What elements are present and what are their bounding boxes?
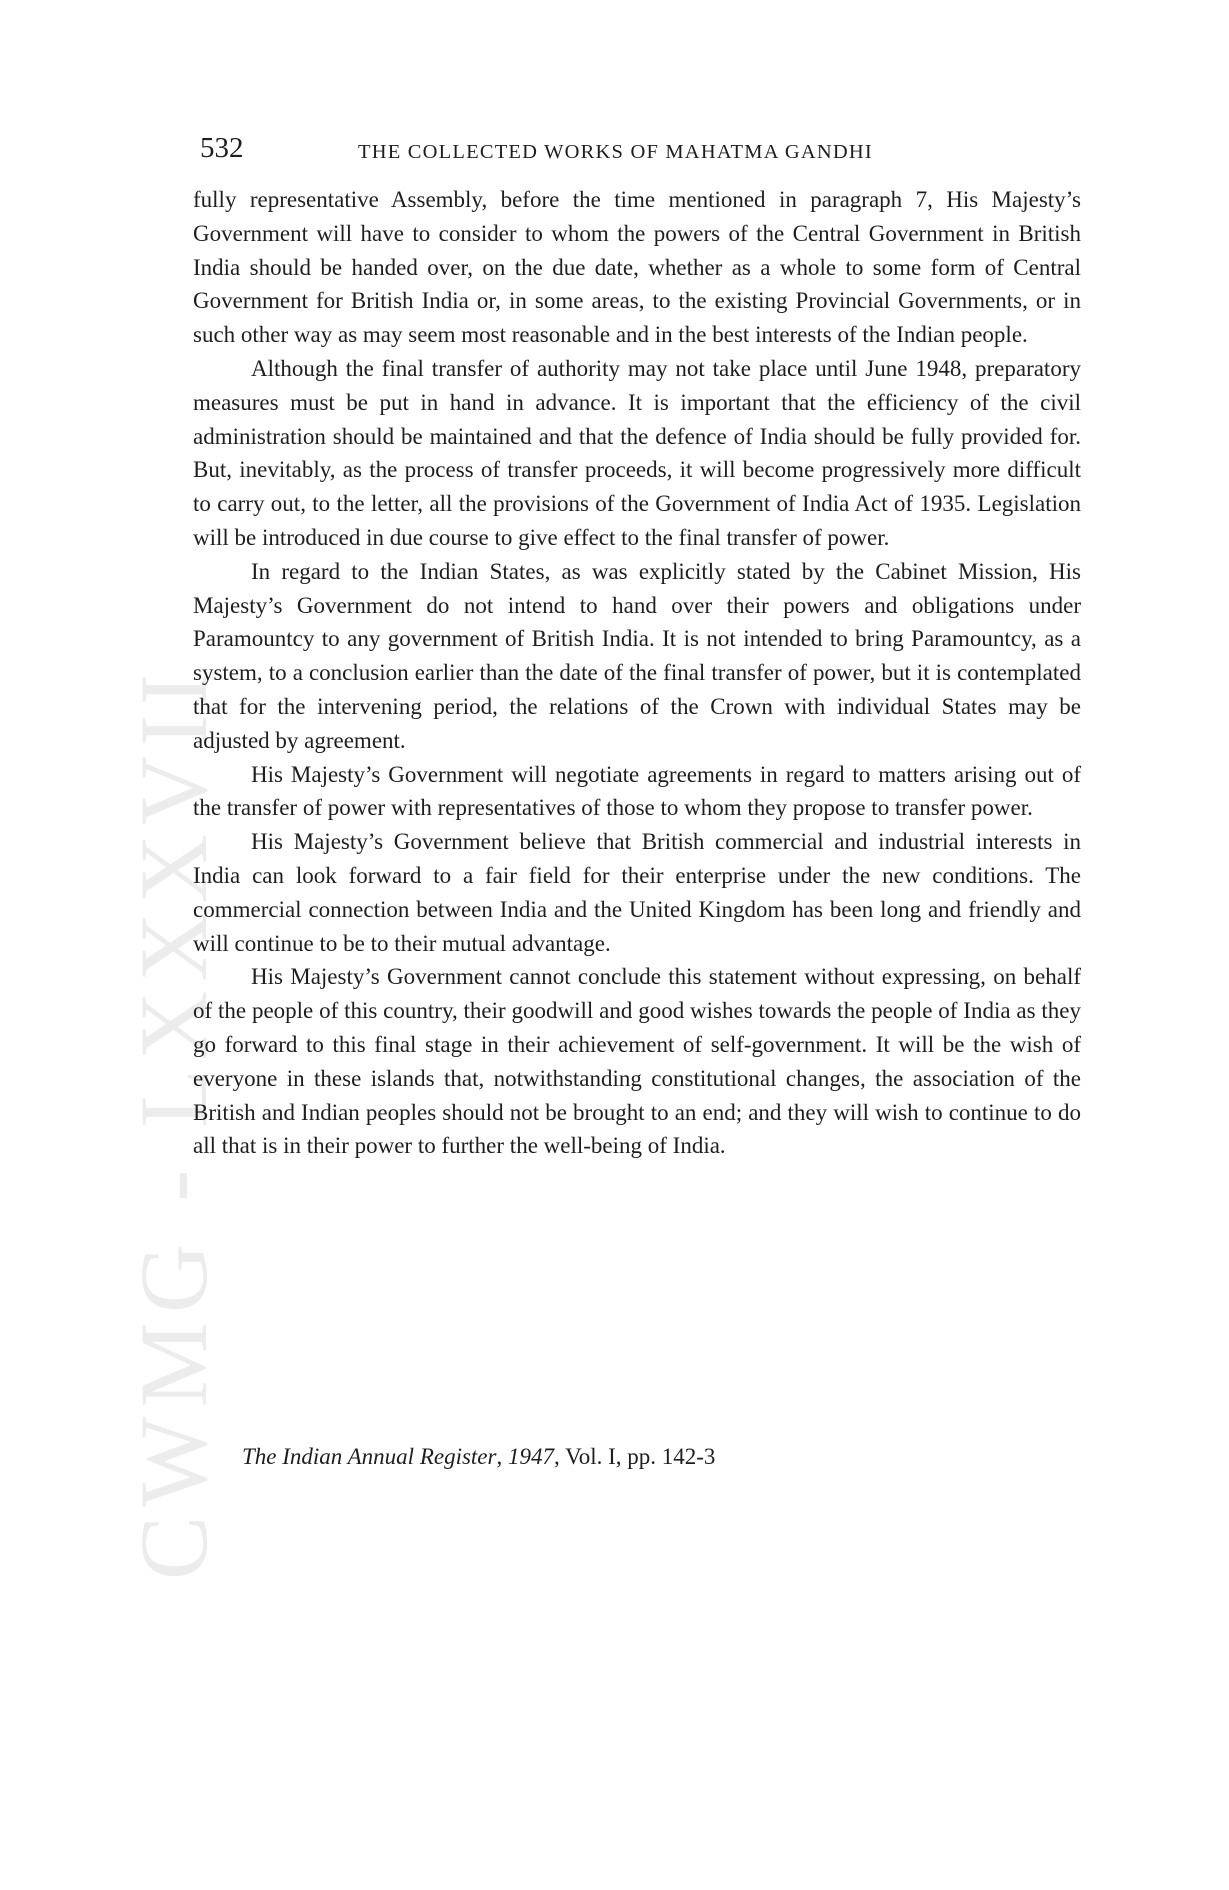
source-volume-pages: Vol. I, pp. 142-3 (565, 1444, 716, 1469)
paragraph-6: His Majesty’s Government cannot conclude this statement without expressing, on behalf of the people of this country, their goodwill and good wishes towards the people of India as they go forward to this final stage in their achievement of self-government. It will be the wish of everyone in these islands that, notwithstanding constitutional changes, the association of the British and Indian peoples should not be brought to an end; and they will wish to continue to do all that is in their power to further the well-being of India. (193, 964, 1081, 1159)
body-text (193, 183, 1081, 1163)
source-title: The Indian Annual Register (242, 1444, 497, 1469)
source-year: 1947 (507, 1444, 554, 1469)
page-header (200, 128, 1080, 168)
paragraph-2: Although the final transfer of authority may not take place until June 1948, preparatory measures must be put in hand in advance. It is important that the efficiency of the civil administration should be maintained and that the defence of India should be fully provided for. But, inevitably, as the process of transfer proceeds, it will become progressively more difficult to carry out, to the letter, all the provisions of the Government of India Act of 1935. Legislation will be introduced in due course to give effect to the final transfer of power. (193, 355, 1081, 550)
watermark: CWMG - LXXXVII (120, 664, 227, 1580)
paragraph-3: In regard to the Indian States, as was explicitly stated by the Cabinet Mission, His Majesty’s Government do not intend to hand over their powers and obligations under Paramountcy to any government of British India. It is not intended to bring Paramountcy, as a system, to a conclusion earlier than the date of the final transfer of power, but it is contemplated that for the intervening period, the relations of the Crown with individual States may be adjusted by agreement. (193, 558, 1081, 753)
running-title: THE COLLECTED WORKS OF MAHATMA GANDHI (358, 141, 873, 163)
page-number: 532 (200, 132, 244, 164)
paragraph-1: fully representative Assembly, before the time mentioned in paragraph 7, His Majesty’s Government will have to consider to whom the powers of the Central Government in British India should be handed over, on the due date, whether as a whole to some form of Central Government for British India or, in some areas, to the existing Provincial Governments, or in such other way as may seem most reasonable and in the best interests of the Indian people. (193, 187, 1081, 348)
paragraph-5: His Majesty’s Government believe that British commercial and industrial interests in India can look forward to a fair field for their enterprise under the new conditions. The commercial connection between India and the United Kingdom has been long and friendly and will continue to be to their mutual advantage. (193, 829, 1081, 956)
paragraph-4: His Majesty’s Government will negotiate agreements in regard to matters arising out of the transfer of power with representatives of those to whom they propose to transfer power. (193, 761, 1081, 821)
source-citation: The Indian Annual Register, 1947, Vol. I, pp. 142-3 (242, 1444, 716, 1469)
